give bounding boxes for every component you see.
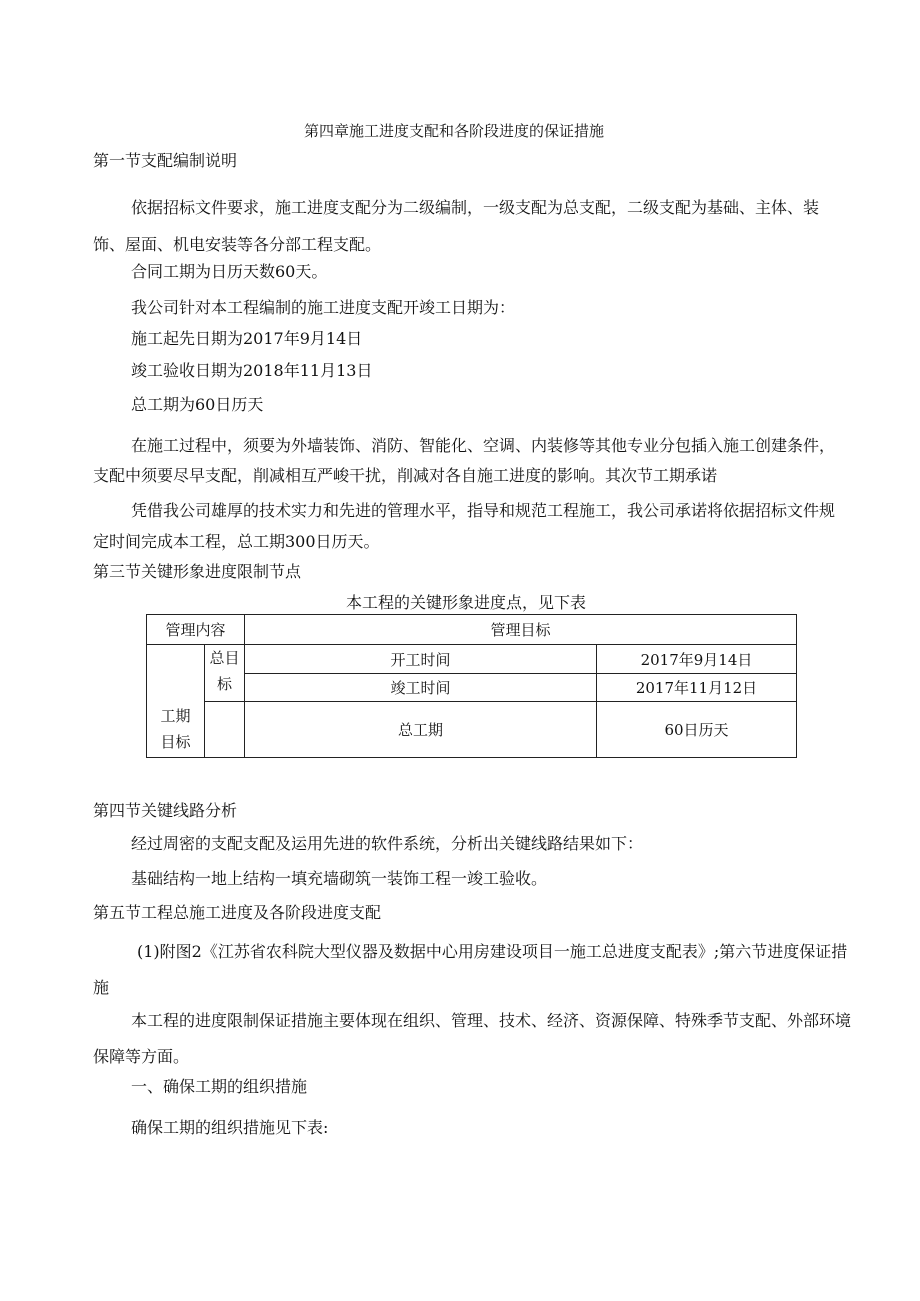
section-5-heading: 第五节工程总施工进度及各阶段进度支配: [93, 903, 382, 922]
table-header-target: 管理目标: [245, 615, 797, 645]
table-cell-item: 开工时间: [245, 645, 597, 674]
table-cell-value: 2017年9月14日: [597, 645, 797, 674]
paragraph: 经过周密的支配支配及运用先进的软件系统，分析出关键线路结果如下：: [131, 834, 644, 853]
section-4-heading: 第四节关键线路分析: [93, 801, 238, 820]
chapter-title: 第四章施工进度支配和各阶段进度的保证措施: [304, 122, 605, 140]
paragraph: 确保工期的组织措施见下表:: [131, 1118, 329, 1137]
paragraph: 我公司针对本工程编制的施工进度支配开竣工日期为：: [131, 298, 516, 317]
section-3-heading: 第三节关键形象进度限制节点: [93, 562, 302, 581]
milestone-table: [146, 614, 797, 758]
paragraph: 合同工期为日历天数60天。: [131, 262, 328, 281]
paragraph: 依据招标文件要求，施工进度支配分为二级编制，一级支配为总支配，二级支配为基础、主体、装饰、屋面、机电安装等各分部工程支配。: [93, 198, 820, 254]
paragraph: (1)附图2《江苏省农科院大型仪器及数据中心用房建设项目一施工总进度支配表》;第六节进度保证措施: [93, 942, 848, 997]
paragraph: 在施工过程中，须要为外墙装饰、消防、智能化、空调、内装修等其他专业分包插入施工创建条件，支配中须要尽早支配，削减相互严峻干扰，削减对各自施工进度的影响。其次节工期承诺: [93, 436, 836, 485]
paragraph: 本工程的进度限制保证措施主要体现在组织、管理、技术、经济、资源保障、特殊季节支配、外部环境保障等方面。: [93, 1011, 852, 1066]
paragraph: 凭借我公司雄厚的技术实力和先进的管理水平，指导和规范工程施工，我公司承诺将依据招标文件规定时间完成本工程，总工期300日历天。: [93, 501, 836, 551]
table-cell-value: 60日历天: [597, 702, 797, 758]
category-overall-target: 总目标: [209, 649, 240, 693]
category-duration-target: 工期目标: [160, 707, 191, 751]
paragraph: 基础结构一地上结构一填充墙砌筑一装饰工程一竣工验收。: [131, 869, 548, 888]
paragraph: 施工起先日期为2017年9月14日: [131, 329, 363, 348]
section-1-heading: 第一节支配编制说明: [93, 151, 238, 170]
table-cell-item: 总工期: [245, 702, 597, 758]
table-cell-value: 2017年11月12日: [597, 674, 797, 702]
table-cell-item: 竣工时间: [245, 674, 597, 702]
paragraph: 竣工验收日期为2018年11月13日: [131, 361, 373, 380]
paragraph: 总工期为60日历天: [131, 395, 264, 414]
table-caption: 本工程的关键形象进度点，见下表: [346, 593, 587, 612]
table-header-content: 管理内容: [147, 615, 245, 645]
paragraph: 一、确保工期的组织措施: [131, 1077, 308, 1096]
